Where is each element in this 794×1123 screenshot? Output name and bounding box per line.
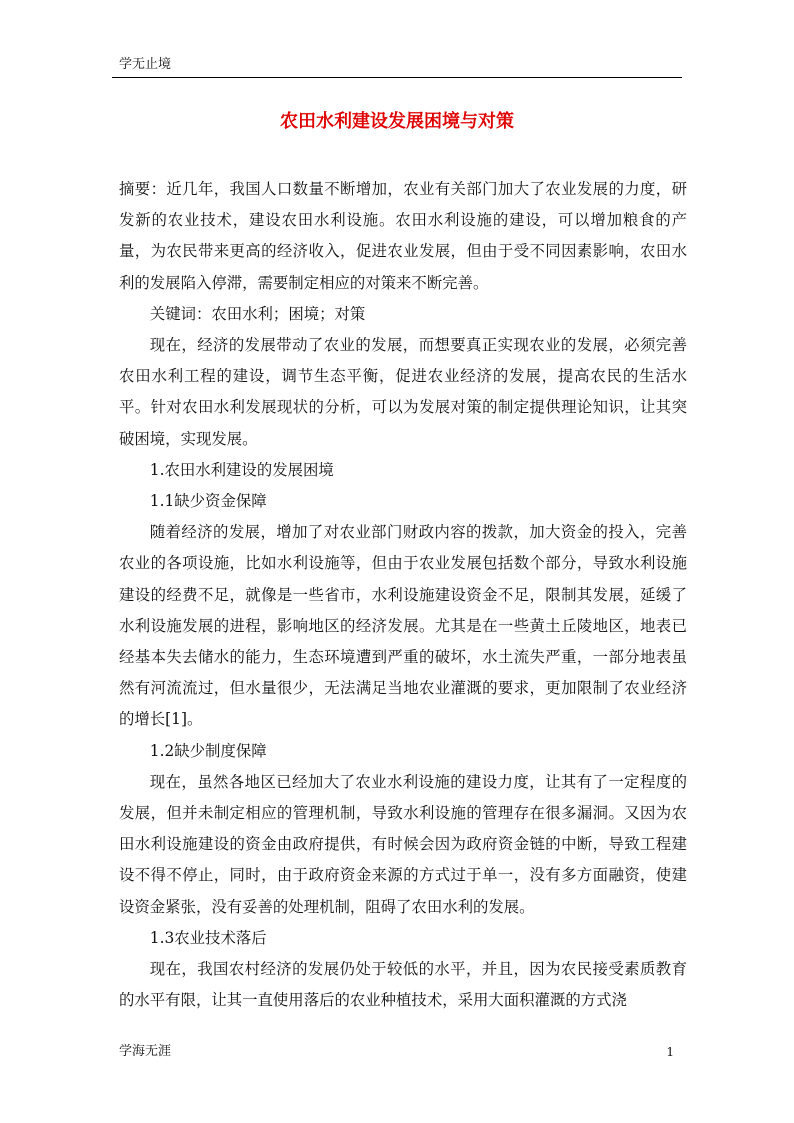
- document-title: 农田水利建设发展困境与对策: [280, 111, 514, 132]
- header-text: 学无止境: [119, 57, 172, 72]
- footer-text: 学海无涯: [119, 1044, 172, 1059]
- intro-paragraph: 现在，经济的发展带动了农业的发展，而想要真正实现农业的发展，必须完善农田水利工程的建设，调节生态平衡，促进农业经济的发展，提高农民的生活水平。针对农田水利发展现状的分析，可以为发展对策的制定提供理论知识，让其突破困境，实现发展。: [119, 336, 687, 448]
- keywords-paragraph: 关键词：农田水利；困境；对策: [149, 304, 366, 323]
- document-body: [119, 174, 687, 1016]
- header-divider: [112, 77, 682, 78]
- page-number: 1: [666, 1045, 674, 1059]
- body-paragraph: 现在，我国农村经济的发展仍处于较低的水平，并且，因为农民接受素质教育的水平有限，让其一直使用落后的农业种植技术，采用大面积灌溉的方式浇: [119, 960, 687, 1010]
- abstract-paragraph: 摘要：近几年，我国人口数量不断增加，农业有关部门加大了农业发展的力度，研发新的农业技术，建设农田水利设施。农田水利设施的建设，可以增加粮食的产量，为农民带来更高的经济收入，促进农业发展，但由于受不同因素影响，农田水利的发展陷入停滞，需要制定相应的对策来不断完善。: [119, 180, 687, 292]
- section-heading: 1.农田水利建设的发展困境: [149, 460, 334, 479]
- subsection-heading: 1.2缺少制度保障: [149, 741, 267, 760]
- body-paragraph: 随着经济的发展，增加了对农业部门财政内容的拨款，加大资金的投入，完善农业的各项设施，比如水利设施等，但由于农业发展包括数个部分，导致水利设施建设的经费不足，就像是一些省市，水利设施建设资金不足，限制其发展，延缓了水利设施发展的进程，影响地区的经济发展。尤其是在一些黄土丘陵地区，地表已经基本失去储水的能力，生态环境遭到严重的破坏，水土流失严重，一部分地表虽然有河流流过，但水量很少，无法满足当地农业灌溉的要求，更加限制了农业经济的增长[1]。: [119, 523, 687, 729]
- subsection-heading: 1.1缺少资金保障: [149, 492, 267, 511]
- body-paragraph: 现在，虽然各地区已经加大了农业水利设施的建设力度，让其有了一定程度的发展，但并未制定相应的管理机制，导致水利设施的管理存在很多漏洞。又因为农田水利设施建设的资金由政府提供，有时候会因为政府资金链的中断，导致工程建设不得不停止，同时，由于政府资金来源的方式过于单一，没有多方面融资，使建设资金紧张，没有妥善的处理机制，阻碍了农田水利的发展。: [119, 772, 687, 916]
- subsection-heading: 1.3农业技术落后: [149, 928, 267, 947]
